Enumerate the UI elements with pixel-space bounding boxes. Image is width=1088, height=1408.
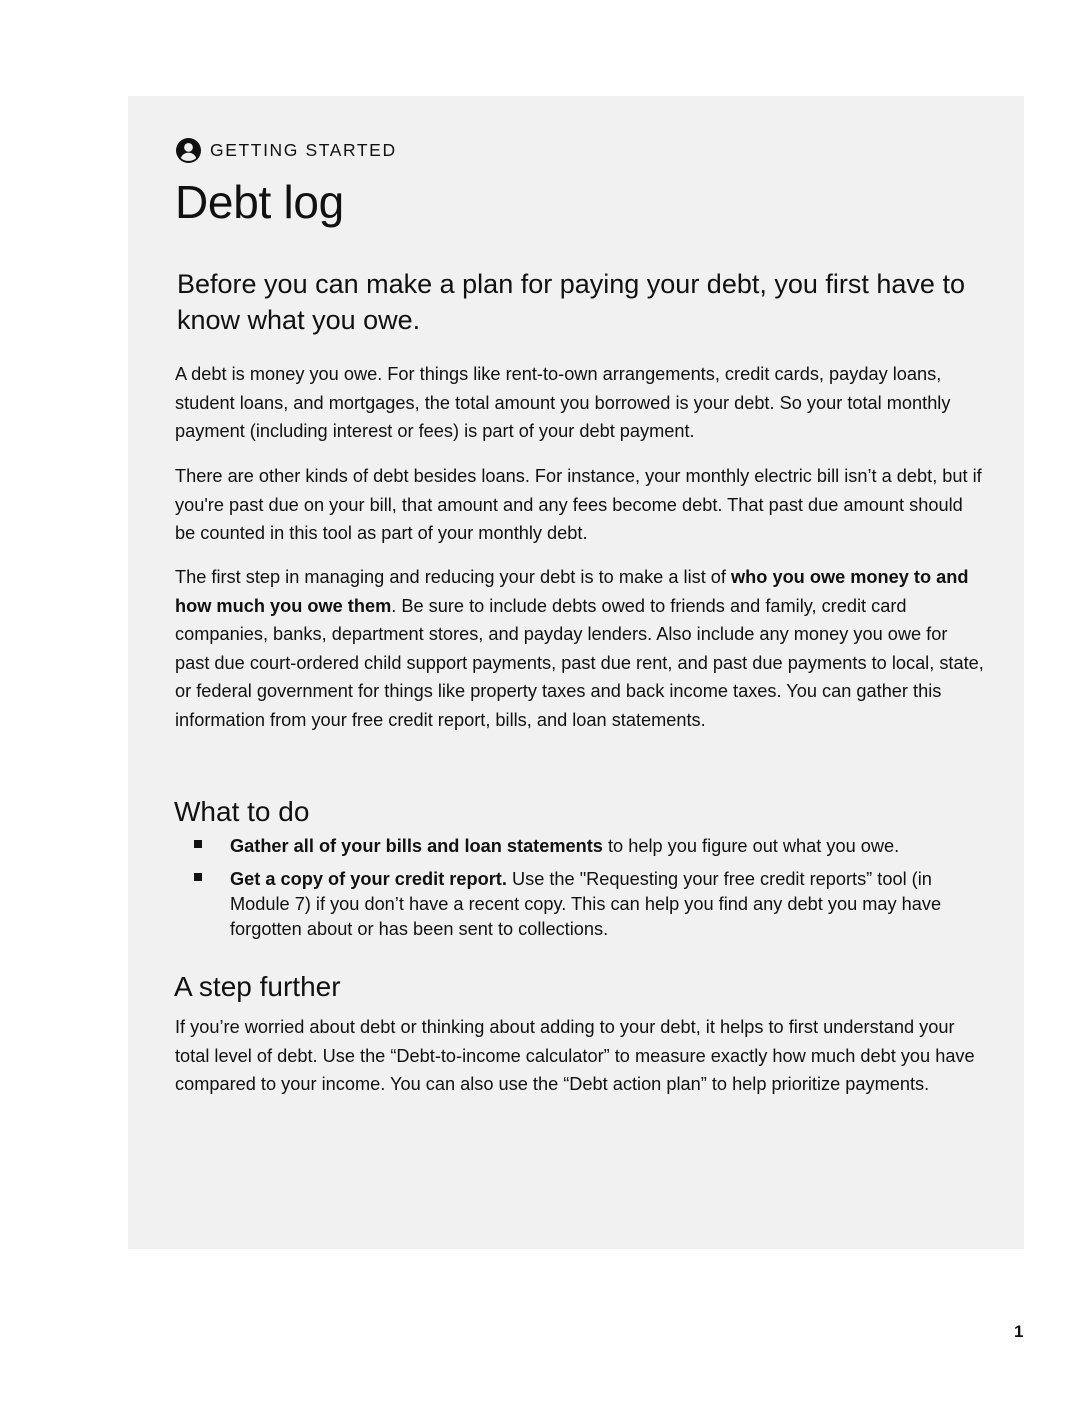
first-step-bold-text: who you owe money to and how much you owe them [175,567,969,616]
paragraph-other-debt: There are other kinds of debt besides loans. For instance, your monthly electric bill isn’t a debt, but if you're past due on your bill, that amount and any fees become debt. That past due amount should be counted in this tool as part of your monthly debt. [175,466,982,544]
what-to-do-list [190,834,990,950]
section-tag [176,136,397,164]
step-further-heading: A step further [174,971,341,1002]
page-number: 1 [1014,1322,1024,1341]
what-to-do-heading: What to do [174,796,310,827]
square-bullet-icon [194,873,202,881]
page-title: Debt log [175,176,344,228]
step-further-text: If you’re worried about debt or thinking about adding to your debt, it helps to first understand your total level of debt. Use the “Debt-to-income calculator” to measure exactly how much debt you have compared to your income. You can also use the “Debt action plan” to help prioritize payments. [175,1017,975,1095]
list-item-bold: Get a copy of your credit report. [230,869,507,889]
first-step-text-start: The first step in managing and reducing your debt is to make a list of [175,567,732,587]
list-item-text: Use the "Requesting your free credit reports” tool (in Module 7) if you don’t have a recent copy. This can help you find any debt you may have forgotten about or has been sent to collections. [230,869,942,939]
section-tag-label: GETTING STARTED [210,139,397,160]
first-step-text-end: . Be sure to include debts owed to friends and family, credit card companies, banks, department stores, and payday lenders. Also include any money you owe for past due court-ordered child support payments, past due rent, and past due payments to local, state, or federal government for things like property taxes and back income taxes. You can gather this information from your free credit report, bills, and loan statements. [175,595,984,730]
paragraph-first-step [175,563,985,735]
paragraph-debt-definition: A debt is money you owe. For things like rent-to-own arrangements, credit cards, payday loans, student loans, and mortgages, the total amount you borrowed is your debt. So your total monthly payment (including interest or fees) is part of your debt payment. [175,364,951,442]
lead-text: Before you can make a plan for paying your debt, you first have to know what you owe. [177,269,965,335]
person-circle-icon [176,138,201,163]
list-item-text: to help you figure out what you owe. [602,836,900,856]
square-bullet-icon [194,840,202,848]
list-item-bold: Gather all of your bills and loan statements [230,836,603,856]
list-item [190,834,990,859]
list-item [190,867,990,942]
